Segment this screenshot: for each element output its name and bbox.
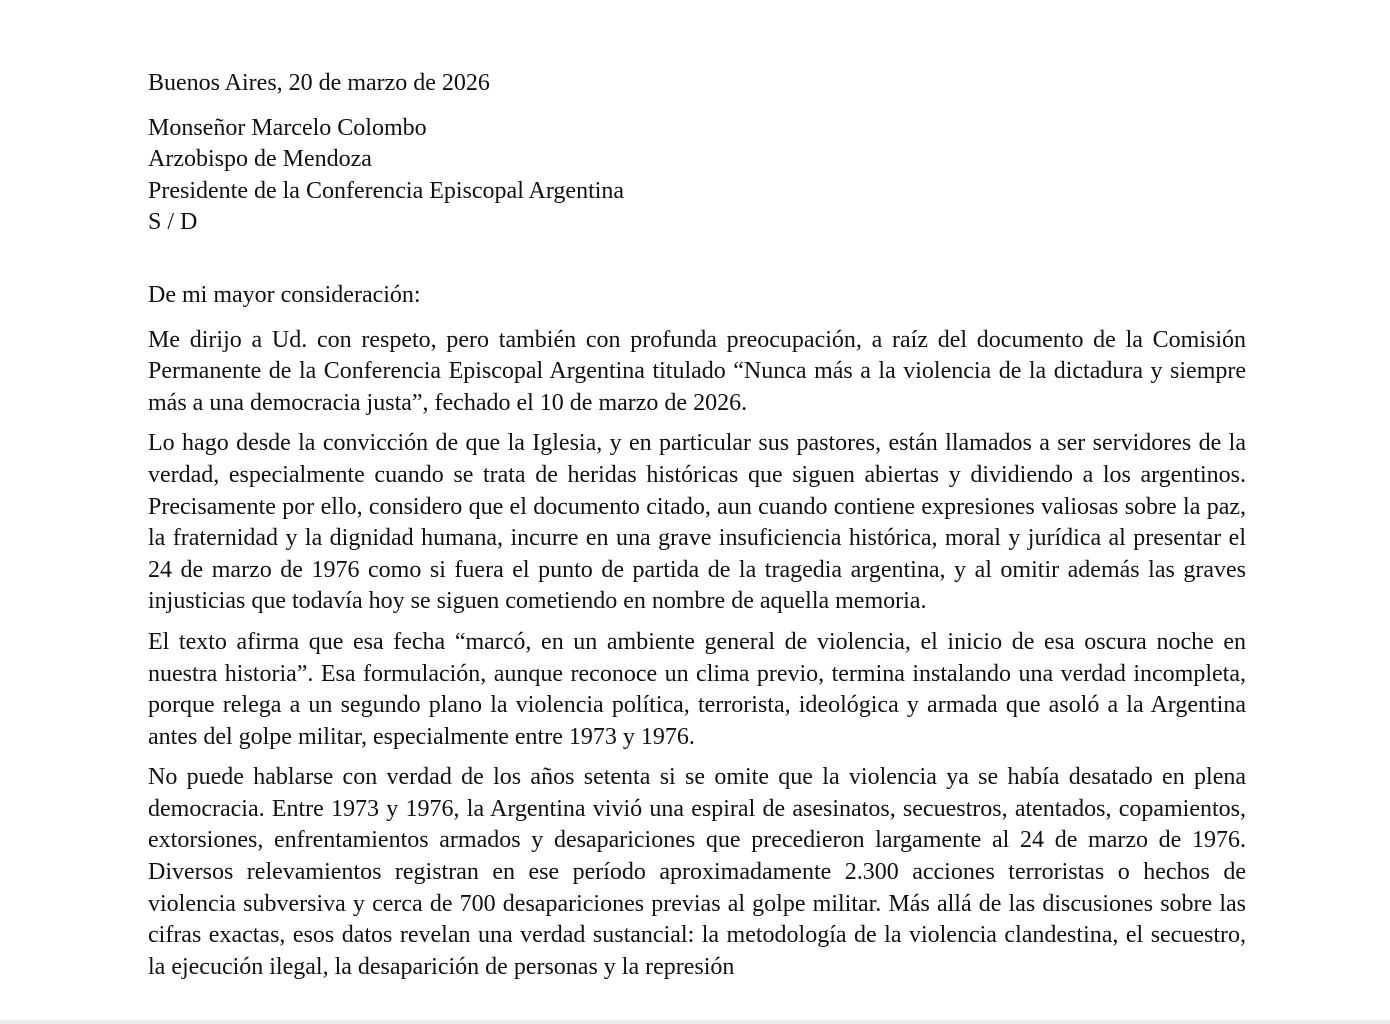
recipient-name: Monseñor Marcelo Colombo [148,114,427,141]
place-date: Buenos Aires, 20 de marzo de 2026 [148,70,490,96]
paragraph: No puede hablarse con verdad de los años setenta si se omite que la violencia ya se había desatado en plena democracia. Entre 1973 y 1976, la Argentina vivió una espiral de asesinatos, secuestros, atentados, copamientos, extorsiones, enfrentamientos armados y desapariciones que precedieron largamente al 24 de marzo de 1976. Diversos relevamientos registran en ese período aproximadamente 2.300 acciones terroristas o hechos de violencia subversiva y cerca de 700 desapariciones previas al golpe militar. Más allá de las discusiones sobre las cifras exactas, esos datos revelan una verdad sustancial: la metodología de la violencia clandestina, el secuestro, la ejecución ilegal, la desaparición de personas y la represión [148,764,1246,980]
paragraph: Lo hago desde la convicción de que la Iglesia, y en particular sus pastores, están llamados a ser servidores de la verdad, especialmente cuando se trata de heridas históricas que siguen abiertas y dividiendo a los argentinos. Precisamente por ello, considero que el documento citado, aun cuando contiene expresiones valiosas sobre la paz, la fraternidad y la dignidad humana, incurre en una grave insuficiencia histórica, moral y jurídica al presentar el 24 de marzo de 1976 como si fuera el punto de partida de la tragedia argentina, y al omitir además las graves injusticias que todavía hoy se siguen cometiendo en nombre de aquella memoria. [148,430,1246,615]
recipient-title-2: Presidente de la Conferencia Episcopal Argentina [148,177,625,204]
page-bottom-border [0,1020,1390,1024]
paragraph: El texto afirma que esa fecha “marcó, en un ambiente general de violencia, el inicio de esa oscura noche en nuestra historia”. Esa formulación, aunque reconoce un clima previo, termina instalando una verdad incompleta, porque relega a un segundo plano la violencia política, terrorista, ideológica y armada que asoló a la Argentina antes del golpe militar, especialmente entre 1973 y 1976. [148,628,1246,750]
recipient-title-1: Arzobispo de Mendoza [148,146,372,173]
recipient-sd: S / D [148,209,198,236]
recipient-block [148,113,1246,239]
paragraph: Me dirijo a Ud. con respeto, pero también con profunda preocupación, a raíz del documento de la Comisión Permanente de la Conferencia Episcopal Argentina titulado “Nunca más a la violencia de la dictadura y siempre más a una democracia justa”, fechado el 10 de marzo de 2026. [148,326,1246,416]
salutation: De mi mayor consideración: [148,281,421,308]
letter-body [148,68,1246,992]
